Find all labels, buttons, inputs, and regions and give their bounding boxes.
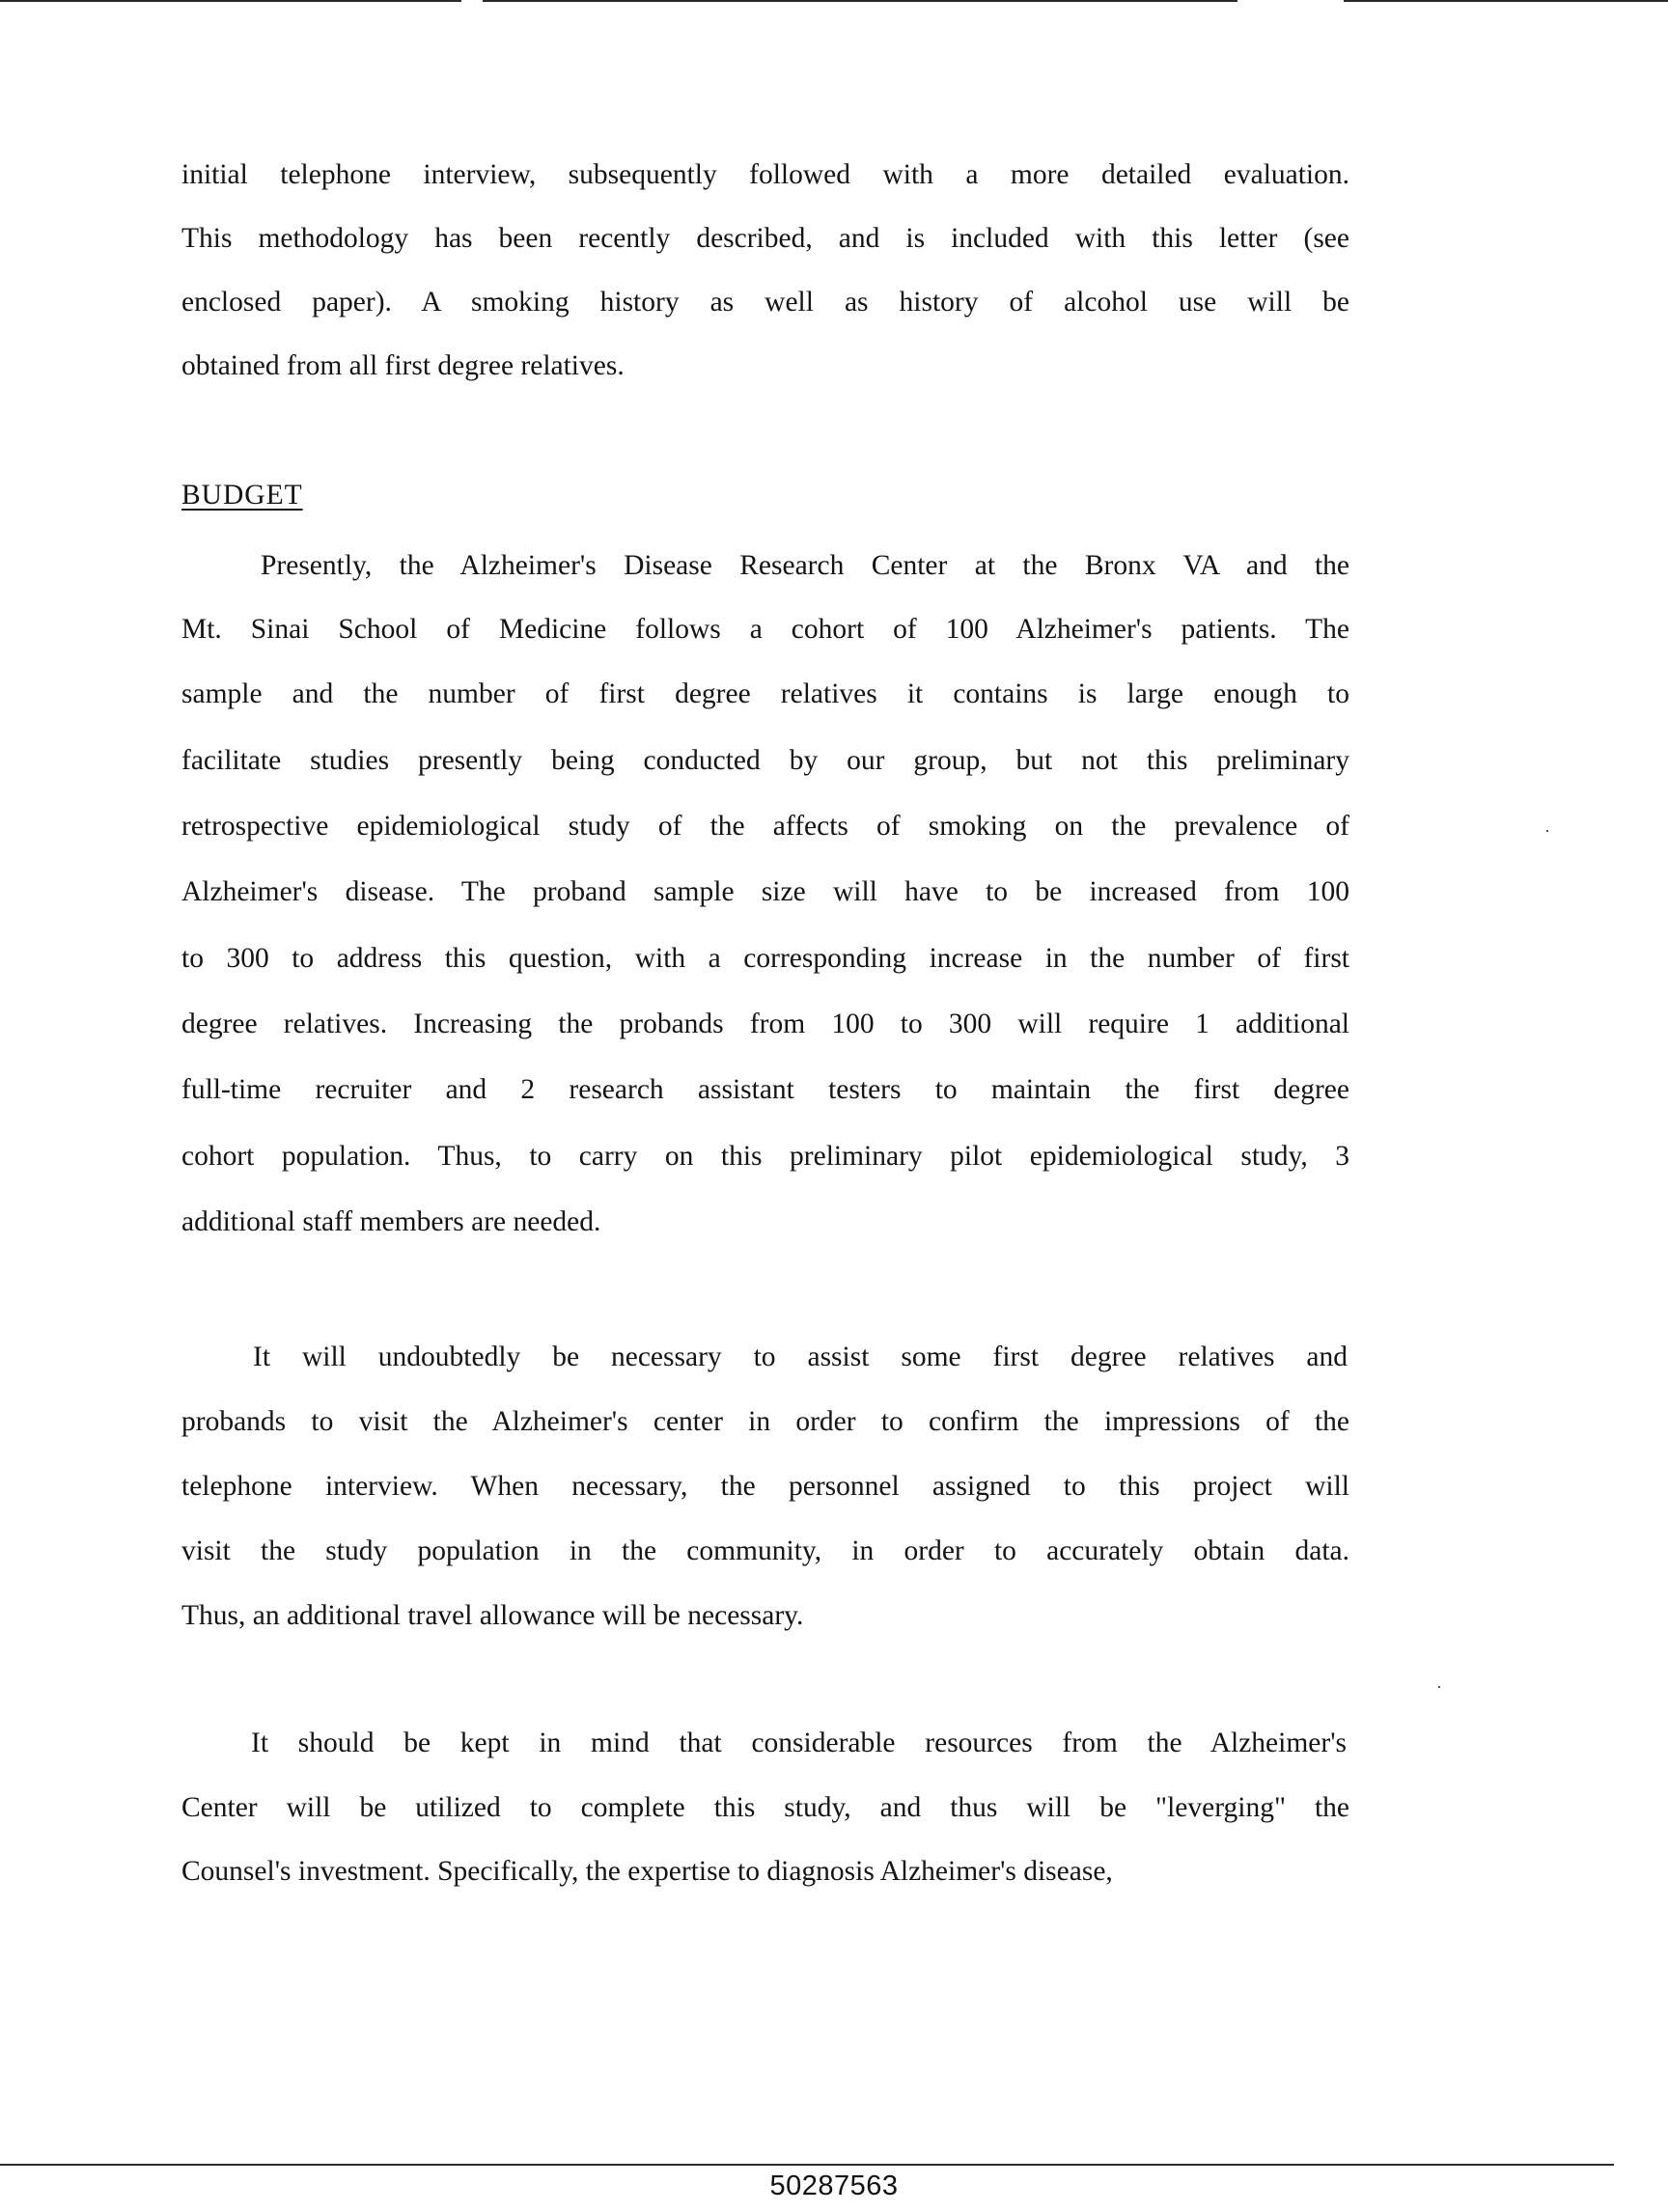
text-line: enclosed paper). A smoking history as well as history of alcohol use will be (181, 287, 1349, 318)
top-rule-right (1344, 0, 1668, 2)
text-line: Thus, an additional travel allowance will be necessary. (181, 1600, 804, 1631)
text-line: telephone interview. When necessary, the personnel assigned to this project will (181, 1471, 1349, 1502)
top-rule-center (483, 0, 1237, 2)
text-line: sample and the number of first degree relatives it contains is large enough to (181, 678, 1349, 709)
text-line: initial telephone interview, subsequently followed with a more detailed evaluation. (181, 159, 1349, 190)
text-line: probands to visit the Alzheimer's center in order to confirm the impressions of the (181, 1406, 1349, 1437)
text-line: Counsel's investment. Specifically, the expertise to diagnosis Alzheimer's disease, (181, 1856, 1113, 1887)
text-line: Mt. Sinai School of Medicine follows a cohort of 100 Alzheimer's patients. The (181, 614, 1349, 645)
text-line: retrospective epidemiological study of the affects of smoking on the prevalence of (181, 811, 1349, 842)
text-line: full-time recruiter and 2 research assistant testers to maintain the first degree (181, 1074, 1349, 1105)
text-line: degree relatives. Increasing the probands from 100 to 300 will require 1 additional (181, 1009, 1349, 1039)
top-rule-left (0, 0, 461, 2)
text-line: cohort population. Thus, to carry on this preliminary pilot epidemiological study, 3 (181, 1141, 1349, 1172)
text-line: visit the study population in the community, in order to accurately obtain data. (181, 1535, 1349, 1566)
text-line: Presently, the Alzheimer's Disease Research Center at the Bronx VA and the (261, 550, 1349, 581)
text-line: Center will be utilized to complete this study, and thus will be "leverging" the (181, 1792, 1349, 1823)
text-line: It should be kept in mind that considerable resources from the Alzheimer's (251, 1728, 1347, 1758)
text-line: Alzheimer's disease. The proband sample size will have to be increased from 100 (181, 876, 1349, 907)
scan-speck (1438, 1686, 1440, 1688)
text-line: facilitate studies presently being conducted by our group, but not this preliminary (181, 745, 1349, 776)
text-line: to 300 to address this question, with a corresponding increase in the number of first (181, 943, 1349, 974)
document-id: 50287563 (769, 2171, 899, 2201)
text-line: It will undoubtedly be necessary to assist some first degree relatives and (253, 1341, 1348, 1372)
budget-heading: BUDGET (181, 480, 303, 511)
text-line: obtained from all first degree relatives. (181, 350, 625, 381)
bottom-rule (0, 2164, 1614, 2166)
text-line: additional staff members are needed. (181, 1206, 601, 1237)
scan-speck (1546, 830, 1548, 832)
text-line: This methodology has been recently described, and is included with this letter (see (181, 223, 1349, 254)
